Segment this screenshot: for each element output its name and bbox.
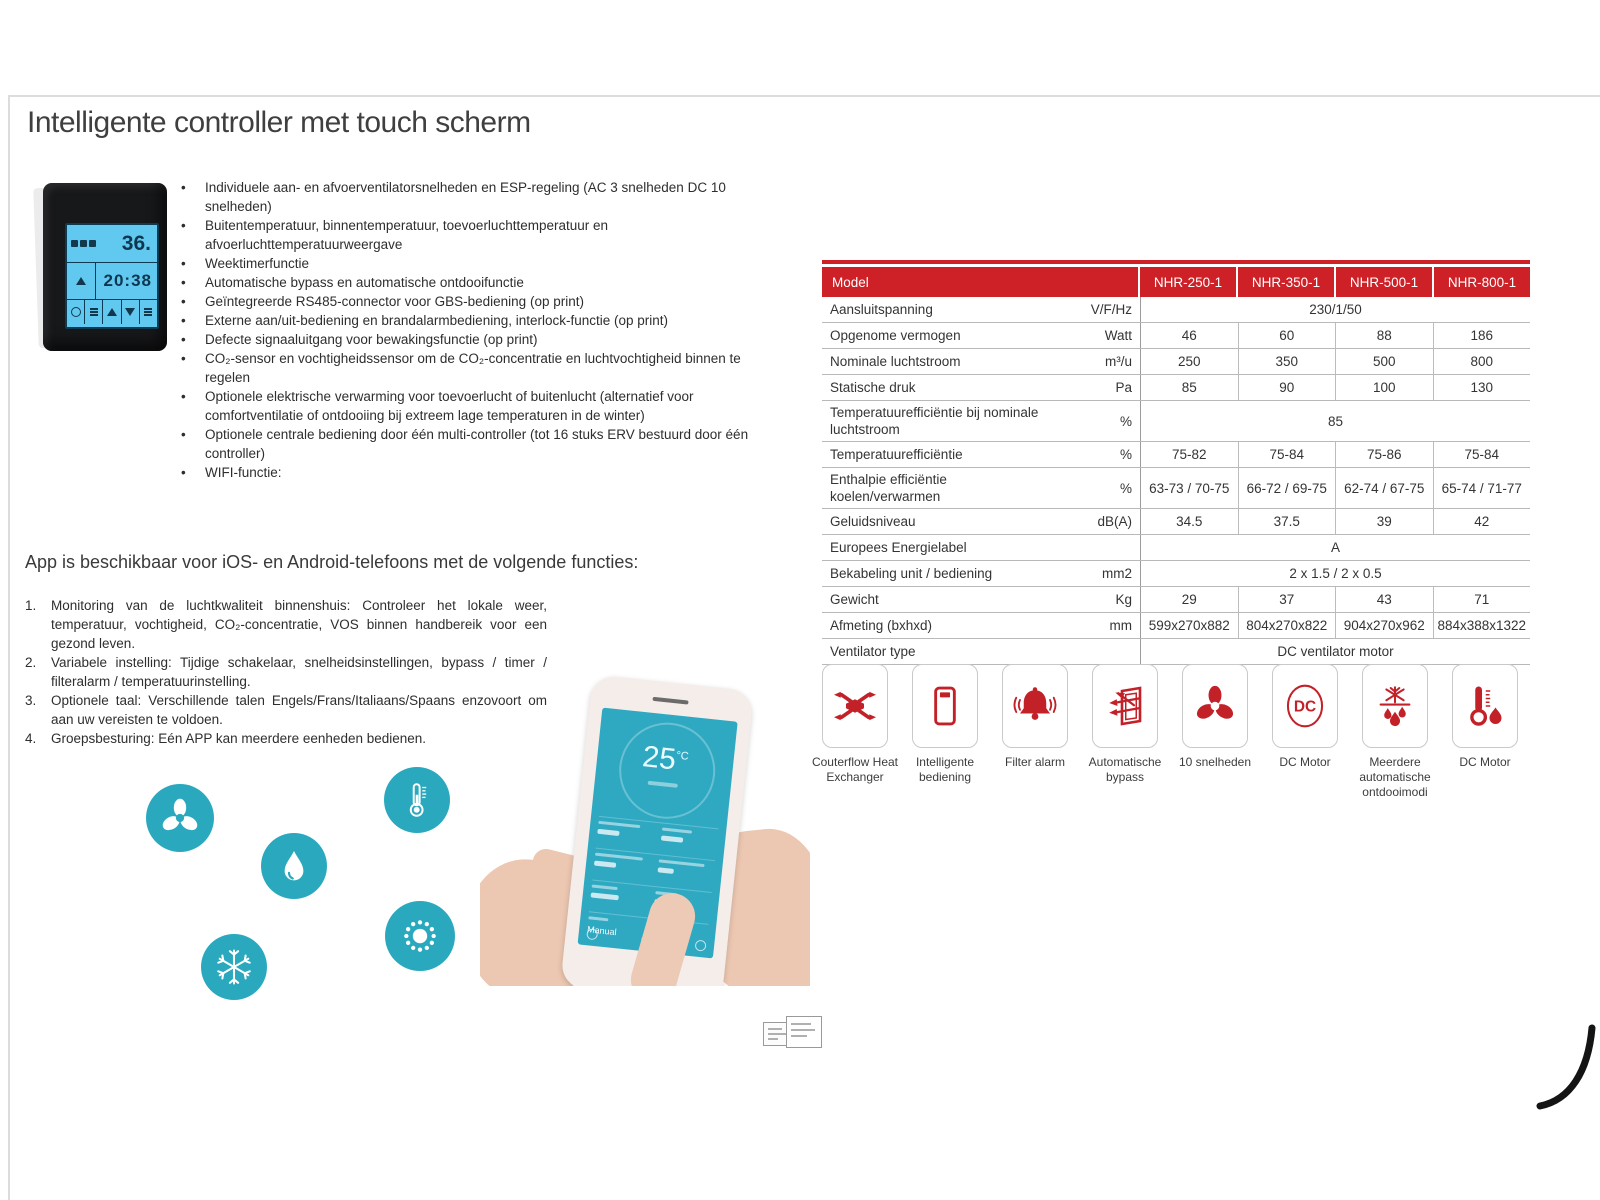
spec-row (822, 401, 1530, 442)
spec-row-unit: Watt (1104, 328, 1132, 343)
spec-value-cell: 62-74 / 67-75 (1335, 468, 1433, 508)
spec-row-label: Enthalpie efficiëntie koelen/verwarmen (830, 472, 947, 504)
spec-row-unit: % (1119, 447, 1132, 462)
device-display-value: 36. (121, 231, 151, 255)
device-up-button (103, 300, 121, 324)
bell-icon (1002, 664, 1068, 748)
spec-value-cell: 130 (1433, 375, 1531, 400)
table-body (822, 297, 1530, 665)
spec-value-cell: 65-74 / 71-77 (1433, 468, 1531, 508)
feature-bullet: • Defecte signaaluitgang voor bewakingsfunctie (op print) (205, 330, 780, 349)
spec-row (822, 349, 1530, 375)
spec-value-cell: 39 (1335, 509, 1433, 534)
spec-row (822, 375, 1530, 401)
app-list-item (25, 691, 547, 729)
spec-row-values (1140, 375, 1530, 400)
spec-value-cell: 88 (1335, 323, 1433, 348)
corner-swoosh-graphic (1510, 998, 1600, 1113)
spec-table (822, 260, 1530, 665)
table-header-model: Model (822, 267, 1138, 297)
controller-device-image (35, 183, 167, 353)
spec-row-unit (1058, 535, 1140, 560)
spec-row (822, 639, 1530, 665)
feature-icon-label: Filter alarm (1004, 755, 1065, 769)
feature-icon-label: DC Motor (1279, 755, 1331, 769)
spec-value-cell: 42 (1433, 509, 1531, 534)
feature-bullet: • Externe aan/uit-bediening en brandalarmbediening, interlock-functie (op print) (205, 311, 780, 330)
spec-value-cell: 250 (1177, 354, 1201, 369)
feature-bullet: • Optionele elektrische verwarming voor toevoerlucht of buitenlucht (alternatief voor comfortventilatie of ontdooiing bij extreem lage temperaturen in de winter) (205, 387, 780, 425)
spec-value-cell: 500 (1335, 349, 1433, 374)
feature-icon-cell (1260, 664, 1350, 800)
phone-app-photo (480, 660, 810, 986)
app-list-item (25, 653, 547, 691)
spec-value-cell: 66-72 / 69-75 (1238, 468, 1336, 508)
spec-value-span: 85 (1327, 413, 1344, 429)
feature-bullet-list (205, 178, 780, 482)
feature-icon-cell (810, 664, 900, 800)
spec-value-cell: 804x270x822 (1238, 613, 1336, 638)
table-top-rule (822, 260, 1530, 264)
table-header-model-name: NHR-350-1 (1238, 267, 1334, 297)
feature-icon-cell (1440, 664, 1530, 800)
spec-row-unit: dB(A) (1097, 514, 1132, 529)
spec-row-values (1140, 468, 1530, 508)
app-item-number: 3. (25, 693, 37, 708)
feature-icon-cell (1170, 664, 1260, 800)
spec-value-cell: 63-73 / 70-75 (1149, 480, 1230, 496)
spec-row-unit: mm (1109, 618, 1132, 633)
spec-value-cell: 100 (1335, 375, 1433, 400)
water-drop-icon (261, 833, 327, 899)
feature-icon-label: Meerdere automatische ontdooimodi (1359, 755, 1431, 799)
spec-row-unit: mm2 (1102, 566, 1132, 581)
phone-speaker (652, 697, 688, 705)
thermometer-drop-icon (1452, 664, 1518, 748)
page-border-left (8, 95, 10, 1200)
spec-row-values (1140, 587, 1530, 612)
small-diagram-thumbnails (760, 1014, 830, 1054)
thermometer-icon (384, 767, 450, 833)
spec-value-cell: 599x270x882 (1148, 618, 1230, 633)
spec-row-values (1140, 401, 1530, 441)
spec-value-cell: 884x388x1322 (1433, 613, 1531, 638)
spec-value-span: DC ventilator motor (1277, 644, 1394, 659)
thumbnail-card (786, 1016, 822, 1048)
spec-row (822, 297, 1530, 323)
app-function-list (25, 596, 547, 748)
spec-row-unit: % (1119, 413, 1132, 429)
spec-row-values (1140, 639, 1530, 664)
spec-row (822, 323, 1530, 349)
spec-row-values (1140, 323, 1530, 348)
table-header-model-name: NHR-500-1 (1336, 267, 1432, 297)
feature-icon-label: DC Motor (1459, 755, 1511, 769)
spec-row (822, 535, 1530, 561)
feature-icon-label: Couterflow Heat Exchanger (811, 755, 899, 784)
feature-icon-label: Intelligente bediening (915, 755, 975, 784)
app-item-number: 4. (25, 731, 37, 746)
spec-row (822, 613, 1530, 639)
app-item-number: 2. (25, 655, 37, 670)
spec-value-cell: 37 (1238, 587, 1336, 612)
app-list-item (25, 596, 547, 653)
device-mode-icon (67, 263, 96, 299)
feature-icon-label: Automatische bypass (1088, 755, 1162, 784)
feature-bullet: • Buitentemperatuur, binnentemperatuur, toevoerluchttemperatuur en afvoerluchttemperatuurweergave (205, 216, 780, 254)
feature-icon-cell (1350, 664, 1440, 800)
feature-icon-cell (900, 664, 990, 800)
app-item-text: Monitoring van de luchtkwaliteit binnenshuis: Controleer het lokale weer, temperatuur, vochtigheid, CO₂-concentratie, VOS binnen handbereik voor een gezond leven. (51, 598, 547, 651)
spec-row (822, 442, 1530, 468)
spec-row-label: Gewicht (830, 592, 879, 607)
app-item-text: Groepsbesturing: Eén APP kan meerdere eenheden bedienen. (51, 731, 427, 746)
spec-value-cell: 75-84 (1433, 442, 1531, 467)
spec-row-label: Afmeting (bxhxd) (830, 618, 933, 633)
app-item-text: Variabele instelling: Tijdige schakelaar, snelheidsinstellingen, bypass / timer / filteralarm / temperatuurinstelling. (51, 655, 547, 689)
feature-bullet: • WIFI-functie: (205, 463, 780, 482)
feature-bullet: • Geïntegreerde RS485-connector voor GBS-bediening (op print) (205, 292, 780, 311)
device-power-button (67, 300, 85, 324)
spec-value-cell: 75-84 (1238, 442, 1336, 467)
spec-row-values (1140, 297, 1530, 322)
spec-row-label: Statische druk (830, 380, 916, 395)
fan-icon (146, 784, 214, 852)
spec-value-cell: 800 (1433, 349, 1531, 374)
controller-icon (912, 664, 978, 748)
spec-row-label: Aansluitspanning (830, 302, 933, 317)
spec-value-cell: 75-82 (1171, 447, 1207, 462)
feature-icon-row (810, 664, 1530, 800)
spec-row-label: Ventilator type (830, 644, 916, 659)
spec-row-label: Opgenome vermogen (830, 328, 961, 343)
spec-row (822, 561, 1530, 587)
svg-text:DC: DC (1293, 698, 1317, 716)
spec-value-cell: 186 (1433, 323, 1531, 348)
spec-row-values (1140, 613, 1530, 638)
spec-row-label: Europees Energielabel (830, 540, 967, 555)
device-menu-button (140, 300, 157, 324)
spec-row-unit: V/F/Hz (1090, 302, 1132, 317)
device-status-icons (67, 240, 97, 247)
fan-icon (1182, 664, 1248, 748)
spec-value-cell: 904x270x962 (1335, 613, 1433, 638)
device-clock: 20:38 (103, 271, 152, 290)
page-title: Intelligente controller met touch scherm (27, 106, 531, 139)
spec-row-unit: m³/u (1105, 354, 1132, 369)
snowflake-icon (201, 934, 267, 1000)
spec-value-span: 230/1/50 (1309, 302, 1362, 317)
spec-row-values (1140, 561, 1530, 586)
table-header-model-name: NHR-250-1 (1140, 267, 1236, 297)
spec-row-unit: % (1119, 480, 1132, 496)
spec-row-label: Nominale luchtstroom (830, 354, 961, 369)
feature-bullet: • Optionele centrale bediening door één multi-controller (tot 16 stuks ERV bestuurd door één controller) (205, 425, 780, 463)
device-lcd-screen (65, 223, 159, 329)
spec-value-cell: 46 (1181, 328, 1197, 343)
app-item-text: Optionele taal: Verschillende talen Engels/Frans/Italiaans/Spaans enzovoort om aan uw vereisten te voldoen. (51, 693, 547, 727)
sun-icon (385, 901, 455, 971)
feature-icon-cell (990, 664, 1080, 800)
bypass-icon (1092, 664, 1158, 748)
feature-bullet: • CO₂-sensor en vochtigheidssensor om de CO₂-concentratie en luchtvochtigheid binnen te regelen (205, 349, 780, 387)
device-fan-button (85, 300, 103, 324)
spec-value-cell: 29 (1181, 592, 1197, 607)
heat-exchanger-icon (822, 664, 888, 748)
spec-row-unit: Pa (1115, 380, 1132, 395)
spec-value-cell: 37.5 (1238, 509, 1336, 534)
app-list-item (25, 729, 547, 748)
spec-row-label: Temperatuurefficiëntie bij nominale luchtstroom (830, 405, 1039, 437)
feature-bullet: • Automatische bypass en automatische ontdooifunctie (205, 273, 780, 292)
spec-value-cell: 75-86 (1335, 442, 1433, 467)
spec-value-cell: 350 (1238, 349, 1336, 374)
spec-value-cell: 43 (1335, 587, 1433, 612)
spec-value-span: A (1330, 540, 1340, 555)
app-mode-label: Manual (586, 924, 618, 938)
spec-row-values (1140, 509, 1530, 534)
table-header-model-name: NHR-800-1 (1434, 267, 1530, 297)
spec-row-unit: Kg (1115, 592, 1132, 607)
spec-row (822, 468, 1530, 509)
spec-row-values (1140, 535, 1530, 560)
spec-value-span: 2 x 1.5 / 2 x 0.5 (1289, 566, 1382, 581)
page-border-top (8, 95, 1600, 97)
spec-value-cell: 34.5 (1176, 514, 1203, 529)
device-down-button (122, 300, 140, 324)
spec-row-unit (1058, 639, 1140, 664)
app-heading: App is beschikbaar voor iOS- en Android-telefoons met de volgende functies: (25, 552, 639, 572)
dc-motor-icon (1272, 664, 1338, 748)
app-temperature: $25^{^\circ C}$ (640, 740, 690, 777)
defrost-icon (1362, 664, 1428, 748)
spec-value-cell: 71 (1433, 587, 1531, 612)
spec-row-label: Bekabeling unit / bediening (830, 566, 993, 581)
spec-row (822, 587, 1530, 613)
spec-row-values (1140, 442, 1530, 467)
spec-row-label: Temperatuurefficiëntie (830, 447, 963, 462)
feature-icon-label: 10 snelheden (1178, 755, 1252, 769)
spec-row-values (1140, 349, 1530, 374)
feature-icon-cell (1080, 664, 1170, 800)
spec-value-cell: 60 (1238, 323, 1336, 348)
feature-bullet: • Individuele aan- en afvoerventilatorsnelheden en ESP-regeling (AC 3 snelheden DC 10 snelheden) (205, 178, 780, 216)
device-touch-buttons (67, 300, 157, 324)
table-header-row (822, 267, 1530, 297)
spec-row (822, 509, 1530, 535)
spec-value-cell: 90 (1238, 375, 1336, 400)
app-item-number: 1. (25, 598, 37, 613)
spec-value-cell: 85 (1181, 380, 1197, 395)
spec-row-label: Geluidsniveau (830, 514, 916, 529)
feature-bullet: • Weektimerfunctie (205, 254, 780, 273)
